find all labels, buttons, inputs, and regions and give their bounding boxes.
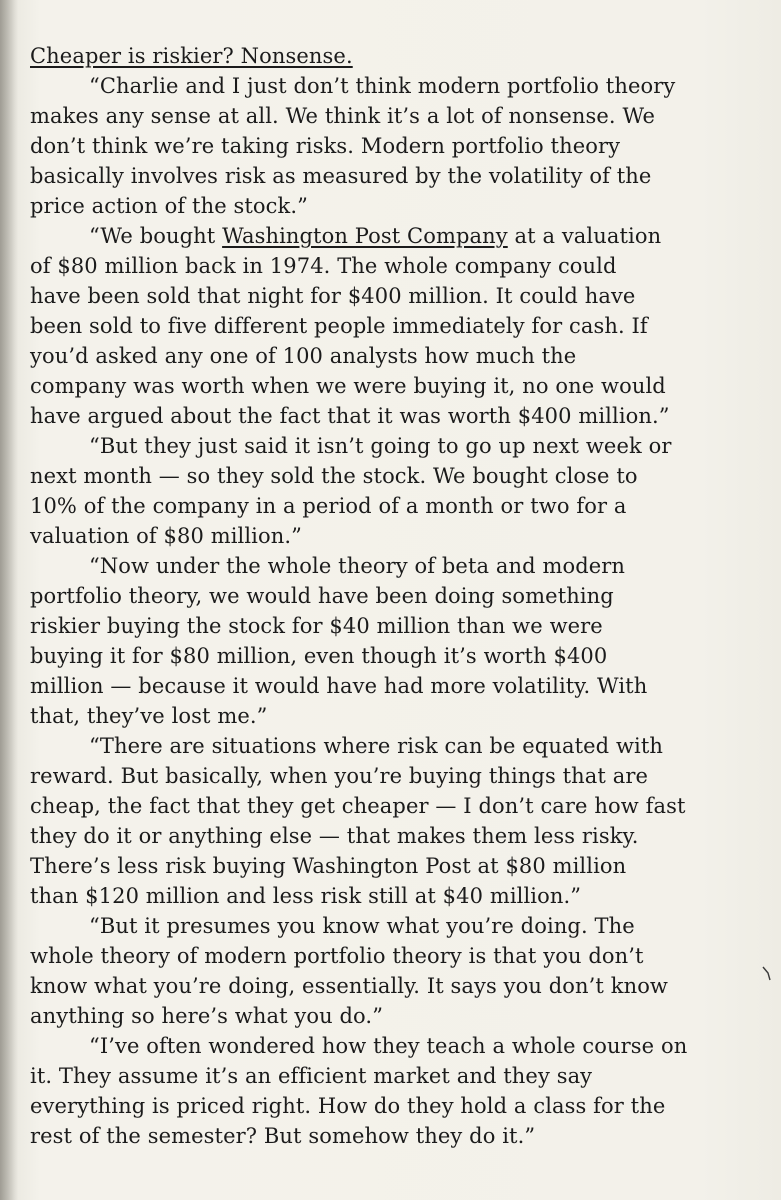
text-line: 10% of the company in a period of a month or two for a — [30, 494, 627, 518]
paragraph-6 — [30, 911, 770, 1031]
text-line — [30, 221, 770, 251]
text-line: cheap, the fact that they get cheaper — I don’t care how fast — [30, 794, 686, 818]
text-line: “Charlie and I just don’t think modern portfolio theory — [89, 74, 676, 98]
text-line: don’t think we’re taking risks. Modern portfolio theory — [30, 134, 621, 158]
page-text — [30, 41, 770, 1151]
text-line: been sold to five different people immediately for cash. If — [30, 314, 648, 338]
text-line: know what you’re doing, essentially. It says you don’t know — [30, 974, 669, 998]
text-line: everything is priced right. How do they hold a class for the — [30, 1094, 666, 1118]
text-line: anything so here’s what you do.” — [30, 1004, 384, 1028]
text-line: than $120 million and less risk still at $40 million.” — [30, 884, 582, 908]
pen-mark-icon — [761, 964, 775, 982]
text-line: makes any sense at all. We think it’s a lot of nonsense. We — [30, 104, 655, 128]
text-fragment: “We bought — [89, 224, 223, 248]
text-line: riskier buying the stock for $40 million than we were — [30, 614, 603, 638]
text-line: million — because it would have had more volatility. With — [30, 674, 648, 698]
text-line: they do it or anything else — that makes them less risky. — [30, 824, 639, 848]
paragraph-5 — [30, 731, 770, 911]
paragraph-4 — [30, 551, 770, 731]
section-heading: Cheaper is riskier? Nonsense. — [30, 44, 353, 68]
text-line: “But they just said it isn’t going to go up next week or — [89, 434, 672, 458]
text-line: buying it for $80 million, even though it’s worth $400 — [30, 644, 608, 668]
underlined-company-name: Washington Post Company — [222, 224, 508, 248]
text-line: of $80 million back in 1974. The whole company could — [30, 254, 617, 278]
text-line: next month — so they sold the stock. We bought close to — [30, 464, 638, 488]
text-line: “Now under the whole theory of beta and modern — [89, 554, 626, 578]
text-line: “But it presumes you know what you’re doing. The — [89, 914, 635, 938]
paragraph-3 — [30, 431, 770, 551]
text-line: There’s less risk buying Washington Post at $80 million — [30, 854, 627, 878]
paragraph-1 — [30, 71, 770, 221]
text-line: you’d asked any one of 100 analysts how much the — [30, 344, 577, 368]
text-line: portfolio theory, we would have been doing something — [30, 584, 614, 608]
text-line: price action of the stock.” — [30, 194, 308, 218]
text-line: have argued about the fact that it was worth $400 million.” — [30, 404, 670, 428]
paragraph-7 — [30, 1031, 770, 1151]
text-line: “I’ve often wondered how they teach a whole course on — [89, 1034, 688, 1058]
text-line: that, they’ve lost me.” — [30, 704, 268, 728]
text-line: whole theory of modern portfolio theory is that you don’t — [30, 944, 644, 968]
spine-shadow — [0, 0, 18, 1200]
text-line: “There are situations where risk can be equated with — [89, 734, 664, 758]
text-line: valuation of $80 million.” — [30, 524, 302, 548]
section-heading-line — [30, 41, 770, 71]
text-fragment: at a valuation — [507, 224, 662, 248]
paragraph-2 — [30, 221, 770, 431]
text-line: rest of the semester? But somehow they do it.” — [30, 1124, 536, 1148]
text-line: basically involves risk as measured by the volatility of the — [30, 164, 652, 188]
text-line: reward. But basically, when you’re buying things that are — [30, 764, 649, 788]
text-line: company was worth when we were buying it, no one would — [30, 374, 666, 398]
text-line: have been sold that night for $400 million. It could have — [30, 284, 636, 308]
text-line: it. They assume it’s an efficient market and they say — [30, 1064, 593, 1088]
